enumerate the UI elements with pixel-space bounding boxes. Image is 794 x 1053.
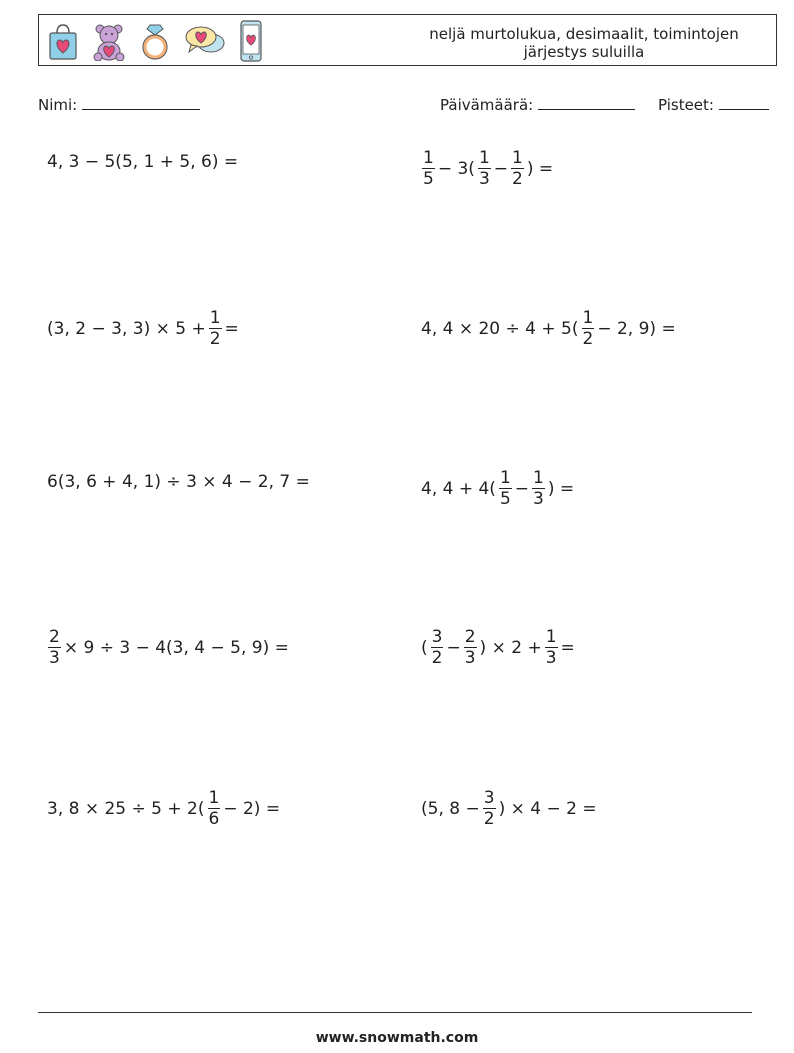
fraction: $\frac{1}{6}$ [208, 788, 220, 829]
fraction: $\frac{1}{2}$ [582, 308, 594, 349]
problem-10: (5, 8 − $\frac{3}{2}$ ) × 4 − 2 = [421, 788, 597, 829]
problem-6: 4, 4 + 4( $\frac{1}{5}$ − $\frac{1}{3}$ ) = [421, 468, 575, 509]
phone-heart-icon [237, 19, 265, 63]
fraction: $\frac{1}{3}$ [545, 627, 557, 668]
date-line[interactable] [538, 95, 635, 110]
score-field[interactable] [658, 95, 769, 114]
problem-9: 3, 8 × 25 ÷ 5 + 2( $\frac{1}{6}$ − 2) = [47, 788, 281, 829]
title-line-1: neljä murtolukua, desimaalit, toimintojen [429, 25, 739, 43]
problem-1 [46, 152, 239, 172]
chat-heart-icon [183, 19, 227, 63]
name-label: Nimi: [38, 96, 78, 114]
problem-8: ( $\frac{3}{2}$ − $\frac{2}{3}$ ) × 2 + $\frac{1}{3}$ = [421, 627, 575, 668]
problem-1-text: 4, 3 − 5(5, 1 + 5, 6) = [47, 152, 239, 172]
problem-2: $\frac{1}{5}$ − 3( $\frac{1}{3}$ − $\frac{1}{2}$ ) = [423, 148, 554, 189]
date-label: Päivämäärä: [440, 96, 534, 114]
problem-3: (3, 2 − 3, 3) × 5 + $\frac{1}{2}$ = [47, 308, 239, 349]
score-label: Pisteet: [658, 96, 714, 114]
name-field[interactable] [38, 95, 200, 114]
worksheet-title [399, 25, 769, 61]
fraction: $\frac{1}{5}$ [423, 148, 434, 189]
name-line[interactable] [82, 95, 200, 110]
problem-4: 4, 4 × 20 ÷ 4 + 5( $\frac{1}{2}$ − 2, 9) = [421, 308, 676, 349]
fraction: $\frac{3}{2}$ [431, 627, 443, 668]
teddy-bear-icon [91, 19, 127, 63]
fraction: $\frac{1}{5}$ [499, 468, 511, 509]
fraction: $\frac{1}{3}$ [533, 468, 544, 509]
fraction: $\frac{1}{2}$ [209, 308, 221, 349]
ring-icon [137, 19, 173, 63]
header-icons [45, 19, 265, 63]
footer-divider [38, 1012, 752, 1013]
score-line[interactable] [719, 95, 769, 110]
fraction: $\frac{3}{2}$ [483, 788, 495, 829]
problem-5: 6(3, 6 + 4, 1) ÷ 3 × 4 − 2, 7 = [47, 472, 310, 492]
fraction: $\frac{1}{2}$ [512, 148, 523, 189]
problem-7: $\frac{2}{3}$ × 9 ÷ 3 − 4(3, 4 − 5, 9) = [49, 627, 289, 668]
title-line-2: järjestys suluilla [523, 43, 645, 61]
fraction: $\frac{2}{3}$ [49, 627, 60, 668]
shopping-bag-heart-icon [45, 19, 81, 63]
fraction: $\frac{1}{3}$ [478, 148, 490, 189]
fraction: $\frac{2}{3}$ [464, 627, 476, 668]
date-field[interactable] [440, 95, 635, 114]
worksheet-header [38, 14, 777, 66]
footer-url[interactable]: www.snowmath.com [315, 1030, 479, 1046]
